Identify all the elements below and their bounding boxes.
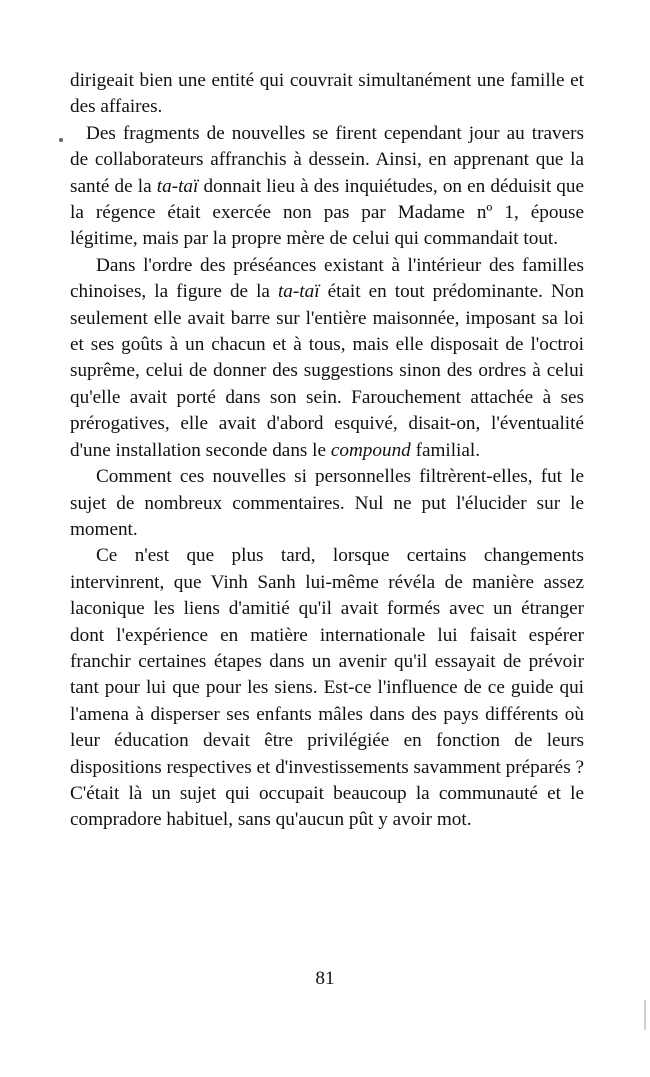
paragraph-4 <box>70 464 584 543</box>
scan-edge-mark <box>644 1000 646 1030</box>
italic-term-ta-tai: ta-taï <box>156 175 199 197</box>
paragraph-2-text-b: donnait lieu à des inquiétudes, on en déduisit que la régence était exercée non pas par Madame nº 1, épouse légitime, mais par la propre mère de celui qui commandait tout. <box>70 175 584 250</box>
italic-term-ta-tai: ta-taï <box>277 281 320 303</box>
paragraph-1-text: dirigeait bien une entité qui couvrait simultanément une famille et des affaires. <box>70 70 584 118</box>
paragraph-3 <box>70 253 584 464</box>
paragraph-3-text-a: Dans l'ordre des préséances existant à l'intérieur des familles chinoises, la figure de la <box>70 254 584 303</box>
paragraph-3-text-b: était en tout prédominante. Non seulement elle avait barre sur l'entière maisonnée, imposant sa loi et ses goûts à un chacun et à tous, mais elle disposait de l'octroi suprême, celui de donner des suggestions sinon des ordres à celui qu'elle avait porté dans son sein. Farouchement attachée à ses prérogatives, elle avait d'abord esquivé, disait-on, l'éventualité d'une installation seconde dans le <box>70 281 584 461</box>
paragraph-3-text-c: familial. <box>410 439 481 461</box>
paragraph-5 <box>70 543 584 833</box>
paragraph-2-text-a: Des fragments de nouvelles se firent cependant jour au travers de collaborateurs affranchis à dessein. Ainsi, en apprenant que la santé de la <box>70 122 584 197</box>
italic-term-compound: compound <box>330 439 411 461</box>
page-number: 81 <box>315 968 335 989</box>
margin-mark <box>59 138 63 142</box>
paragraph-5-text: Ce n'est que plus tard, lorsque certains changements intervinrent, que Vinh Sanh lui-même révéla de manière assez laconique les liens d'amitié qu'il avait formés avec un étranger dont l'expérience en matière internationale lui faisait espérer franchir certaines étapes dans un avenir qu'il essayait de prévoir tant pour lui que pour les siens. Est-ce l'influence de ce guide qui l'amena à disperser ses enfants mâles dans des pays différents où leur éducation devait être privilégiée en fonction de leurs dispositions respectives et d'investissements savamment préparés ? C'était là un sujet qui occupait beaucoup la communauté et le compradore habituel, sans qu'aucun pût y avoir mot. <box>70 545 584 831</box>
paragraph-1 <box>70 68 584 121</box>
paragraph-4-text: Comment ces nouvelles si personnelles filtrèrent-elles, fut le sujet de nombreux commentaires. Nul ne put l'élucider sur le moment. <box>70 466 584 540</box>
page-body <box>70 68 584 834</box>
paragraph-2 <box>70 121 584 253</box>
